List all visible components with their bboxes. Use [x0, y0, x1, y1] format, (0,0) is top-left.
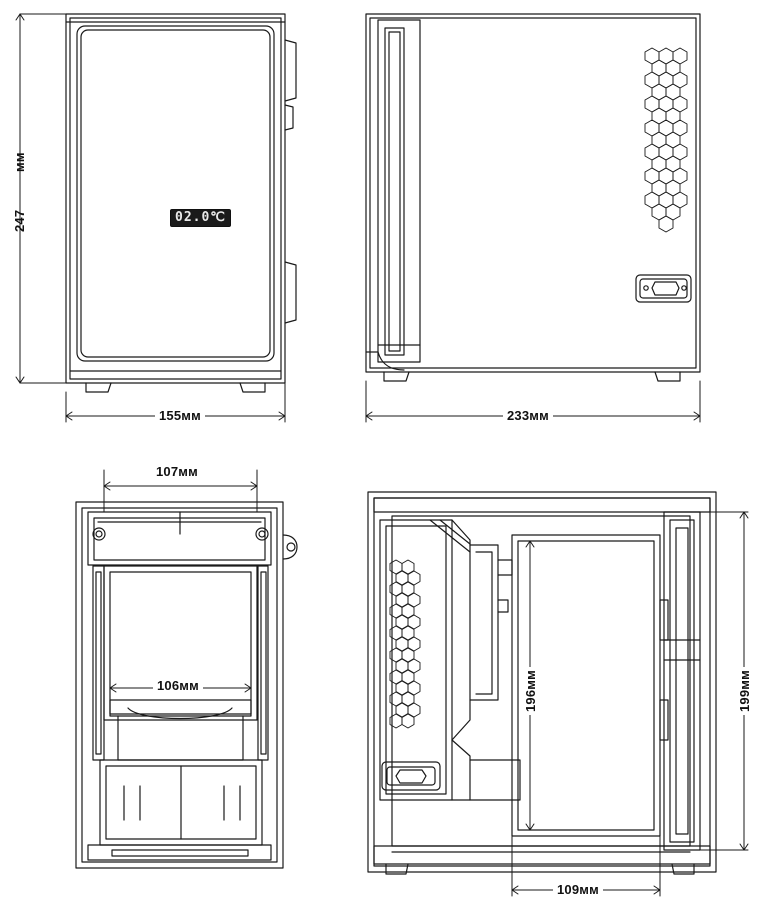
vent-hexagons	[645, 48, 687, 232]
vent-hexagons-section	[390, 560, 420, 728]
dim-label-inner-depth: 109мм	[553, 882, 603, 897]
power-socket-section	[382, 762, 440, 790]
dim-label-width-overall: 155мм	[155, 408, 205, 423]
dim-label-inner-width-bottom: 106мм	[153, 678, 203, 693]
side-view-geometry	[366, 14, 700, 381]
dim-label-depth-overall: 233мм	[503, 408, 553, 423]
power-socket	[636, 275, 691, 302]
dim-label-inner-width-top: 107мм	[152, 464, 202, 479]
temperature-display: 02.0℃	[170, 209, 231, 227]
dim-label-inner-height: 196мм	[523, 667, 538, 715]
dim-label-door-height: 199мм	[737, 667, 752, 715]
dim-label-height-overall: 247	[12, 209, 27, 232]
dim-height-overall	[16, 14, 66, 383]
side-section-view-geometry	[368, 492, 716, 874]
front-view-geometry	[66, 14, 296, 392]
dim-label-height-unit: мм	[12, 152, 27, 172]
